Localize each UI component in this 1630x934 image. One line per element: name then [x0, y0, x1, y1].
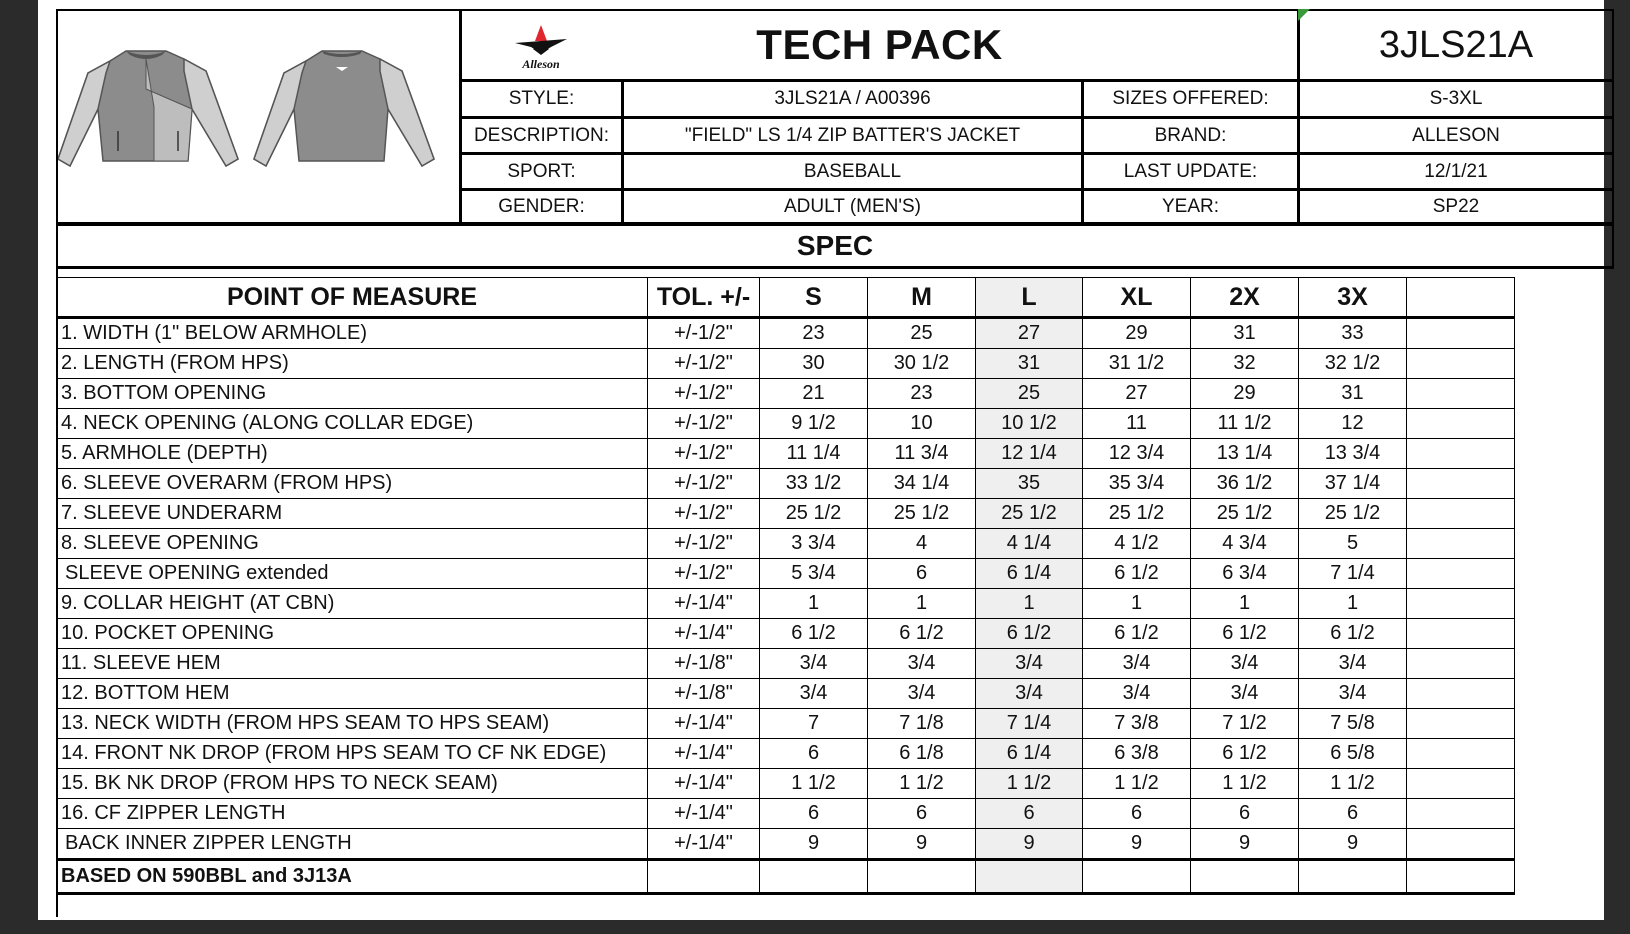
table-cell — [1299, 860, 1407, 894]
table-row — [57, 318, 1515, 349]
year-value: SP22 — [1432, 195, 1480, 217]
size-l-cell: 9 — [976, 829, 1083, 860]
point-of-measure-cell: 14. FRONT NK DROP (FROM HPS SEAM TO CF NK EDGE) — [57, 739, 648, 769]
style-value: 3JLS21A / A00396 — [774, 88, 931, 109]
size-s-cell: 6 — [760, 799, 868, 829]
sport-label: SPORT: — [507, 160, 576, 182]
size-3x-cell: 7 1/4 — [1299, 559, 1407, 589]
size-m-cell: 3/4 — [868, 649, 976, 679]
tolerance-cell: +/-1/2" — [648, 559, 760, 589]
tolerance-cell: +/-1/4" — [648, 619, 760, 649]
size-l-cell: 6 1/2 — [976, 619, 1083, 649]
size-3x-cell: 6 5/8 — [1299, 739, 1407, 769]
gender-label: GENDER: — [498, 195, 585, 217]
table-cell — [1407, 709, 1515, 739]
table-cell — [1407, 679, 1515, 709]
table-row — [57, 559, 1515, 589]
size-xl-cell: 1 — [1083, 589, 1191, 619]
table-cell — [1083, 860, 1191, 894]
size-s-cell: 25 1/2 — [760, 499, 868, 529]
gender-value: ADULT (MEN'S) — [784, 195, 921, 217]
size-2x-cell: 25 1/2 — [1191, 499, 1299, 529]
size-s-cell: 21 — [760, 379, 868, 409]
size-m-cell: 1 — [868, 589, 976, 619]
spec-table — [56, 277, 1515, 895]
style-label: STYLE: — [508, 88, 575, 109]
point-of-measure-cell: 6. SLEEVE OVERARM (FROM HPS) — [57, 469, 648, 499]
size-m-cell: 30 1/2 — [868, 349, 976, 379]
spec-section-title: SPEC — [796, 230, 874, 261]
cell-comment-marker — [1298, 9, 1310, 21]
size-3x-cell: 12 — [1299, 409, 1407, 439]
size-xl-cell: 9 — [1083, 829, 1191, 860]
footer-row — [57, 860, 1515, 894]
description-value: "FIELD" LS 1/4 ZIP BATTER'S JACKET — [684, 124, 1021, 146]
point-of-measure-cell: 13. NECK WIDTH (FROM HPS SEAM TO HPS SEAM) — [57, 709, 648, 739]
size-s-cell: 3/4 — [760, 649, 868, 679]
size-m-cell: 10 — [868, 409, 976, 439]
col-header-size-3x: 3X — [1299, 278, 1407, 318]
size-l-cell: 12 1/4 — [976, 439, 1083, 469]
size-xl-cell: 7 3/8 — [1083, 709, 1191, 739]
table-cell — [1407, 529, 1515, 559]
point-of-measure-cell: 4. NECK OPENING (ALONG COLLAR EDGE) — [57, 409, 648, 439]
size-s-cell: 30 — [760, 349, 868, 379]
table-row — [57, 439, 1515, 469]
size-s-cell: 9 — [760, 829, 868, 860]
size-s-cell: 23 — [760, 318, 868, 349]
size-xl-cell: 31 1/2 — [1083, 349, 1191, 379]
size-3x-cell: 3/4 — [1299, 649, 1407, 679]
table-row — [57, 349, 1515, 379]
size-m-cell: 6 — [868, 559, 976, 589]
size-m-cell: 9 — [868, 829, 976, 860]
size-2x-cell: 1 1/2 — [1191, 769, 1299, 799]
size-3x-cell: 31 — [1299, 379, 1407, 409]
size-xl-cell: 25 1/2 — [1083, 499, 1191, 529]
size-xl-cell: 3/4 — [1083, 649, 1191, 679]
size-l-cell: 7 1/4 — [976, 709, 1083, 739]
size-m-cell: 6 1/2 — [868, 619, 976, 649]
size-l-cell: 31 — [976, 349, 1083, 379]
col-header-size-xl: XL — [1083, 278, 1191, 318]
brand-label: BRAND: — [1154, 124, 1227, 146]
size-m-cell: 34 1/4 — [868, 469, 976, 499]
size-2x-cell: 6 1/2 — [1191, 619, 1299, 649]
size-s-cell: 11 1/4 — [760, 439, 868, 469]
size-l-cell: 1 1/2 — [976, 769, 1083, 799]
tolerance-cell: +/-1/8" — [648, 649, 760, 679]
table-cell — [1191, 860, 1299, 894]
table-cell — [1407, 439, 1515, 469]
tolerance-cell: +/-1/8" — [648, 679, 760, 709]
point-of-measure-cell: 3. BOTTOM OPENING — [57, 379, 648, 409]
size-xl-cell: 3/4 — [1083, 679, 1191, 709]
sport-value: BASEBALL — [803, 160, 902, 182]
table-row — [57, 619, 1515, 649]
table-cell — [1407, 829, 1515, 860]
sizes-offered-value: S-3XL — [1429, 88, 1483, 109]
size-s-cell: 6 — [760, 739, 868, 769]
table-row — [57, 499, 1515, 529]
size-l-cell: 6 1/4 — [976, 559, 1083, 589]
size-2x-cell: 31 — [1191, 318, 1299, 349]
brand-value: ALLESON — [1412, 124, 1500, 146]
size-l-cell: 6 1/4 — [976, 739, 1083, 769]
table-cell — [1407, 649, 1515, 679]
size-m-cell: 1 1/2 — [868, 769, 976, 799]
tolerance-cell: +/-1/4" — [648, 589, 760, 619]
size-3x-cell: 25 1/2 — [1299, 499, 1407, 529]
point-of-measure-cell: 2. LENGTH (FROM HPS) — [57, 349, 648, 379]
size-3x-cell: 33 — [1299, 318, 1407, 349]
point-of-measure-cell: 15. BK NK DROP (FROM HPS TO NECK SEAM) — [57, 769, 648, 799]
size-l-cell: 1 — [976, 589, 1083, 619]
tolerance-cell: +/-1/2" — [648, 318, 760, 349]
table-row — [57, 379, 1515, 409]
size-s-cell: 1 1/2 — [760, 769, 868, 799]
spec-header-row — [57, 278, 1515, 318]
point-of-measure-cell: 16. CF ZIPPER LENGTH — [57, 799, 648, 829]
size-s-cell: 1 — [760, 589, 868, 619]
size-2x-cell: 3/4 — [1191, 649, 1299, 679]
jacket-front-back-drawing — [58, 11, 458, 221]
size-l-cell: 25 — [976, 379, 1083, 409]
col-header-size-l: L — [976, 278, 1083, 318]
table-cell — [868, 860, 976, 894]
tolerance-cell: +/-1/2" — [648, 379, 760, 409]
tolerance-cell: +/-1/2" — [648, 529, 760, 559]
size-xl-cell: 35 3/4 — [1083, 469, 1191, 499]
size-m-cell: 25 1/2 — [868, 499, 976, 529]
size-3x-cell: 37 1/4 — [1299, 469, 1407, 499]
size-2x-cell: 6 1/2 — [1191, 739, 1299, 769]
table-cell — [1407, 469, 1515, 499]
table-cell — [1407, 379, 1515, 409]
size-3x-cell: 32 1/2 — [1299, 349, 1407, 379]
tech-pack-sheet — [56, 9, 1614, 917]
point-of-measure-cell: 10. POCKET OPENING — [57, 619, 648, 649]
point-of-measure-cell: 1. WIDTH (1" BELOW ARMHOLE) — [57, 318, 648, 349]
table-row — [57, 589, 1515, 619]
table-cell — [648, 860, 760, 894]
size-xl-cell: 6 1/2 — [1083, 619, 1191, 649]
col-header-blank — [1407, 278, 1515, 318]
size-2x-cell: 4 3/4 — [1191, 529, 1299, 559]
size-2x-cell: 1 — [1191, 589, 1299, 619]
size-m-cell: 25 — [868, 318, 976, 349]
table-row — [57, 799, 1515, 829]
jacket-front-view — [58, 51, 238, 166]
table-cell — [1407, 559, 1515, 589]
tolerance-cell: +/-1/2" — [648, 469, 760, 499]
table-row — [57, 709, 1515, 739]
table-row — [57, 409, 1515, 439]
table-cell — [760, 860, 868, 894]
col-header-point-of-measure: POINT OF MEASURE — [57, 278, 648, 318]
size-xl-cell: 4 1/2 — [1083, 529, 1191, 559]
size-3x-cell: 1 — [1299, 589, 1407, 619]
size-l-cell: 27 — [976, 318, 1083, 349]
size-l-cell: 35 — [976, 469, 1083, 499]
point-of-measure-cell: 9. COLLAR HEIGHT (AT CBN) — [57, 589, 648, 619]
size-xl-cell: 12 3/4 — [1083, 439, 1191, 469]
point-of-measure-cell: 5. ARMHOLE (DEPTH) — [57, 439, 648, 469]
size-2x-cell: 36 1/2 — [1191, 469, 1299, 499]
col-header-size-m: M — [868, 278, 976, 318]
size-l-cell: 10 1/2 — [976, 409, 1083, 439]
size-s-cell: 5 3/4 — [760, 559, 868, 589]
tolerance-cell: +/-1/2" — [648, 499, 760, 529]
size-m-cell: 23 — [868, 379, 976, 409]
size-xl-cell: 11 — [1083, 409, 1191, 439]
table-cell — [1407, 860, 1515, 894]
size-l-cell: 4 1/4 — [976, 529, 1083, 559]
tolerance-cell: +/-1/2" — [648, 439, 760, 469]
size-m-cell: 11 3/4 — [868, 439, 976, 469]
size-3x-cell: 9 — [1299, 829, 1407, 860]
table-cell — [1407, 769, 1515, 799]
table-cell — [976, 860, 1083, 894]
garment-sketch — [58, 11, 458, 221]
table-row — [57, 829, 1515, 860]
sizes-offered-label: SIZES OFFERED: — [1112, 88, 1269, 109]
size-l-cell: 3/4 — [976, 679, 1083, 709]
table-cell — [1407, 799, 1515, 829]
size-2x-cell: 32 — [1191, 349, 1299, 379]
size-l-cell: 25 1/2 — [976, 499, 1083, 529]
size-xl-cell: 6 1/2 — [1083, 559, 1191, 589]
col-header-tolerance: TOL. +/- — [648, 278, 760, 318]
tolerance-cell: +/-1/2" — [648, 349, 760, 379]
tolerance-cell: +/-1/4" — [648, 829, 760, 860]
size-m-cell: 6 — [868, 799, 976, 829]
size-3x-cell: 6 1/2 — [1299, 619, 1407, 649]
size-s-cell: 7 — [760, 709, 868, 739]
table-cell — [1407, 589, 1515, 619]
window-edge — [38, 920, 1630, 934]
size-3x-cell: 1 1/2 — [1299, 769, 1407, 799]
point-of-measure-cell: SLEEVE OPENING extended — [57, 559, 648, 589]
size-3x-cell: 13 3/4 — [1299, 439, 1407, 469]
size-3x-cell: 6 — [1299, 799, 1407, 829]
size-m-cell: 3/4 — [868, 679, 976, 709]
size-s-cell: 3 3/4 — [760, 529, 868, 559]
logo-wordmark: Alleson — [522, 57, 560, 71]
last-update-value: 12/1/21 — [1424, 160, 1488, 182]
point-of-measure-cell: 11. SLEEVE HEM — [57, 649, 648, 679]
table-cell — [1407, 318, 1515, 349]
size-l-cell: 3/4 — [976, 649, 1083, 679]
col-header-size-s: S — [760, 278, 868, 318]
table-row — [57, 649, 1515, 679]
description-label: DESCRIPTION: — [473, 124, 610, 146]
style-code-title: 3JLS21A — [1378, 23, 1534, 66]
size-xl-cell: 1 1/2 — [1083, 769, 1191, 799]
size-3x-cell: 5 — [1299, 529, 1407, 559]
point-of-measure-cell: 12. BOTTOM HEM — [57, 679, 648, 709]
tolerance-cell: +/-1/4" — [648, 799, 760, 829]
table-row — [57, 469, 1515, 499]
size-s-cell: 3/4 — [760, 679, 868, 709]
point-of-measure-cell: BACK INNER ZIPPER LENGTH — [57, 829, 648, 860]
table-cell — [1407, 499, 1515, 529]
size-2x-cell: 3/4 — [1191, 679, 1299, 709]
table-cell — [1407, 349, 1515, 379]
table-row — [57, 529, 1515, 559]
size-xl-cell: 27 — [1083, 379, 1191, 409]
size-2x-cell: 7 1/2 — [1191, 709, 1299, 739]
table-cell — [1407, 739, 1515, 769]
spec-body — [57, 318, 1515, 860]
table-row — [57, 679, 1515, 709]
size-s-cell: 6 1/2 — [760, 619, 868, 649]
tolerance-cell: +/-1/4" — [648, 739, 760, 769]
col-header-size-2x: 2X — [1191, 278, 1299, 318]
size-3x-cell: 7 5/8 — [1299, 709, 1407, 739]
size-s-cell: 33 1/2 — [760, 469, 868, 499]
year-label: YEAR: — [1161, 195, 1220, 217]
point-of-measure-cell: 8. SLEEVE OPENING — [57, 529, 648, 559]
table-row — [57, 769, 1515, 799]
size-2x-cell: 6 — [1191, 799, 1299, 829]
tolerance-cell: +/-1/2" — [648, 409, 760, 439]
point-of-measure-cell: 7. SLEEVE UNDERARM — [57, 499, 648, 529]
size-m-cell: 7 1/8 — [868, 709, 976, 739]
size-s-cell: 9 1/2 — [760, 409, 868, 439]
tolerance-cell: +/-1/4" — [648, 709, 760, 739]
size-2x-cell: 11 1/2 — [1191, 409, 1299, 439]
size-m-cell: 6 1/8 — [868, 739, 976, 769]
size-xl-cell: 6 — [1083, 799, 1191, 829]
tolerance-cell: +/-1/4" — [648, 769, 760, 799]
last-update-label: LAST UPDATE: — [1123, 160, 1258, 182]
size-2x-cell: 9 — [1191, 829, 1299, 860]
size-xl-cell: 6 3/8 — [1083, 739, 1191, 769]
footer-note: BASED ON 590BBL and 3J13A — [57, 860, 648, 894]
page-title: TECH PACK — [756, 21, 1003, 68]
size-xl-cell: 29 — [1083, 318, 1191, 349]
size-2x-cell: 13 1/4 — [1191, 439, 1299, 469]
size-l-cell: 6 — [976, 799, 1083, 829]
table-cell — [1407, 409, 1515, 439]
size-m-cell: 4 — [868, 529, 976, 559]
size-2x-cell: 6 3/4 — [1191, 559, 1299, 589]
size-2x-cell: 29 — [1191, 379, 1299, 409]
size-3x-cell: 3/4 — [1299, 679, 1407, 709]
table-row — [57, 739, 1515, 769]
table-cell — [1407, 619, 1515, 649]
jacket-back-view — [254, 51, 434, 166]
